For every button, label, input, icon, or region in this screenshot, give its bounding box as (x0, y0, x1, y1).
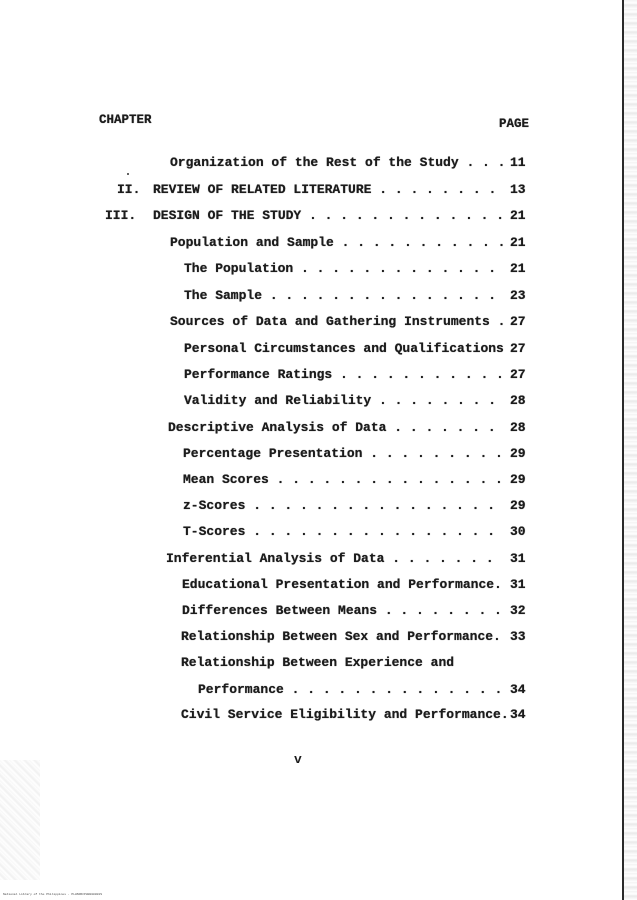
toc-title: Relationship Between Sex and Performance. (181, 629, 501, 644)
scan-speck (127, 173, 129, 175)
toc-page-number: 31 (510, 551, 526, 566)
toc-title: DESIGN OF THE STUDY . . . . . . . . . . . . . (153, 208, 505, 223)
toc-title: Performance Ratings . . . . . . . . . . . (184, 367, 504, 382)
toc-page-number: 21 (510, 235, 526, 250)
toc-title: Organization of the Rest of the Study . . . (170, 155, 506, 170)
toc-page-number: 11 (510, 155, 526, 170)
toc-page-number: 30 (510, 524, 526, 539)
toc-title: Percentage Presentation . . . . . . . . . (183, 446, 503, 461)
toc-title: Differences Between Means . . . . . . . . (182, 603, 502, 618)
toc-title: Validity and Reliability . . . . . . . . (184, 393, 497, 408)
toc-page-number: 32 (510, 603, 526, 618)
toc-title: Relationship Between Experience and (181, 655, 455, 670)
page-folio: v (294, 752, 302, 767)
toc-title: The Population . . . . . . . . . . . . . (184, 261, 497, 276)
toc-title: The Sample . . . . . . . . . . . . . . . (184, 288, 497, 303)
toc-title: Mean Scores . . . . . . . . . . . . . . . (183, 472, 503, 487)
toc-page-number: 21 (510, 208, 526, 223)
toc-title: Educational Presentation and Performance. (182, 577, 502, 592)
toc-page-number: 34 (510, 707, 526, 722)
scan-corner-noise (0, 760, 40, 880)
toc-title: Inferential Analysis of Data . . . . . . . (166, 551, 494, 566)
toc-title: Civil Service Eligibility and Performance. (181, 707, 509, 722)
scan-edge-noise (624, 0, 637, 900)
toc-page-number: 27 (510, 314, 526, 329)
page-column-heading: PAGE (499, 117, 530, 131)
toc-page-number: 27 (510, 367, 526, 382)
toc-page-number: 13 (510, 182, 526, 197)
toc-title: Population and Sample . . . . . . . . . . . (170, 235, 506, 250)
scan-footer-mark: National Library of the Philippines · PLHSDOCPH0000001S (3, 893, 103, 896)
toc-page-number: 34 (510, 682, 526, 697)
toc-page-number: 21 (510, 261, 526, 276)
toc-title: Performance . . . . . . . . . . . . . . (198, 682, 503, 697)
toc-number: III. (105, 208, 137, 223)
scan-edge-line (622, 0, 624, 900)
toc-title: T-Scores . . . . . . . . . . . . . . . . (183, 524, 496, 539)
chapter-column-heading: CHAPTER (99, 113, 152, 127)
toc-page-number: 29 (510, 498, 526, 513)
toc-title: z-Scores . . . . . . . . . . . . . . . . (183, 498, 496, 513)
toc-title: Descriptive Analysis of Data . . . . . . . (168, 420, 496, 435)
toc-title: Sources of Data and Gathering Instruments . (170, 314, 506, 329)
toc-page-number: 28 (510, 393, 526, 408)
toc-page-number: 31 (510, 577, 526, 592)
toc-title: REVIEW OF RELATED LITERATURE . . . . . . . . (153, 182, 497, 197)
toc-title: Personal Circumstances and Qualifications (184, 341, 504, 356)
toc-page-number: 28 (510, 420, 526, 435)
toc-page-number: 27 (510, 341, 526, 356)
toc-page-number: 29 (510, 446, 526, 461)
toc-page-number: 29 (510, 472, 526, 487)
toc-page-number: 33 (510, 629, 526, 644)
toc-number: II. (117, 182, 141, 197)
toc-page-number: 23 (510, 288, 526, 303)
